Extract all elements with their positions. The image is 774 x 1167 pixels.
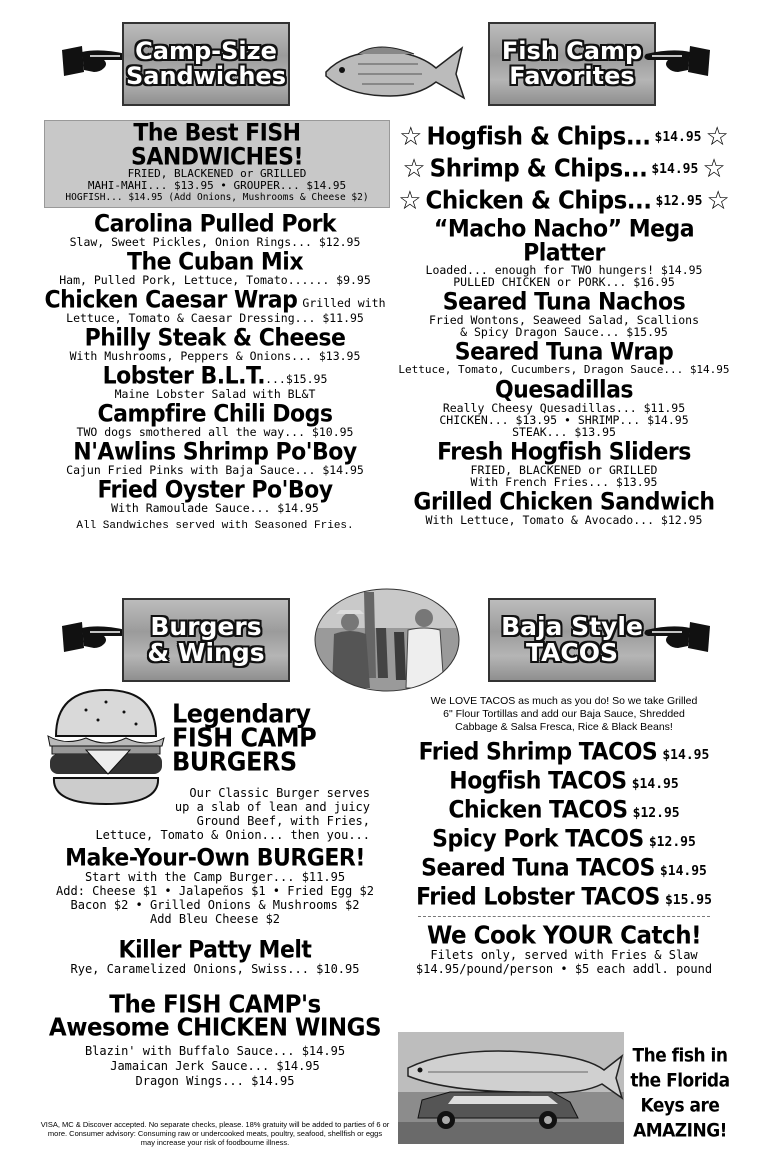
fish-sandwiches-box: The Best FISH SANDWICHES! FRIED, BLACKENED or GRILLED MAHI-MAHI... $13.95 • GROUPER... $14.95 HOGFISH... $14.95 (Add Onions, Mushrooms & Cheese $2) [44,120,390,208]
fish-on-car-photo [398,1032,624,1144]
menu-item: Grilled Chicken Sandwich With Lettuce, Tomato & Avocado... $12.95 [413,488,715,527]
taco-item: Seared Tuna TACOS $14.95 [421,854,707,882]
taco-item: Fried Shrimp TACOS $14.95 [418,738,710,766]
star-icon: ☆ [702,154,726,184]
fish-illustration [318,38,466,108]
make-your-own-burger: Make-Your-Own BURGER! Start with the Camp Burger... $11.95 Add: Cheese $1 • Jalapeños $1 • Fried Egg $2 Bacon $2 • Grilled Onions & Mushrooms $2 Add Bleu Cheese $2 [56,844,374,926]
taco-item: Hogfish TACOS $14.95 [449,767,679,795]
fish-camp-favorites-sign: Fish Camp Favorites [488,22,656,106]
menu-item: Fresh Hogfish Sliders FRIED, BLACKENED or GRILLED With French Fries... $13.95 [437,438,691,489]
menu-item: Chicken Caesar Wrap Grilled with Lettuce, Tomato & Caesar Dressing... $11.95 [44,286,386,325]
camp-size-sandwiches-sign: Camp-Size Sandwiches [122,22,290,106]
menu-item: N'Awlins Shrimp Po'Boy Cajun Fried Pinks with Baja Sauce... $14.95 [66,438,364,477]
chicken-wings: The FISH CAMP's Awesome CHICKEN WINGS Blazin' with Buffalo Sauce... $14.95 Jamaican Jerk Sauce... $14.95 Dragon Wings... $14.95 [48,990,382,1088]
menu-item: Lobster B.L.T....$15.95 Maine Lobster Salad with BL&T [102,362,328,401]
star-icon: ☆ [402,154,426,184]
killer-patty-melt: Killer Patty Melt Rye, Caramelized Onions, Swiss... $10.95 [70,936,360,976]
pointing-hand-icon [640,42,712,82]
pointing-hand-icon [640,618,712,658]
menu-item: The Cuban Mix Ham, Pulled Pork, Lettuce, Tomato...... $9.95 [59,248,371,287]
legendary-burgers: Legendary FISH CAMP BURGERS [172,698,317,778]
star-icon: ☆ [706,186,730,216]
sandwiches-section [40,116,390,532]
tacos-intro: We LOVE TACOS as much as you do! So we take Grilled 6" Flour Tortillas and add our Baja Sauce, Shredded Cabbage & Salsa Fresca, Rice & Black Beans! [430,695,698,733]
taco-item: Spicy Pork TACOS $12.95 [432,825,696,853]
menu-item: Seared Tuna Nachos Fried Wontons, Seaweed Salad, Scallions & Spicy Dragon Sauce... $15.95 [428,288,700,339]
cook-your-catch-title: We Cook YOUR Catch! [426,921,702,950]
menu-item: Seared Tuna Wrap Lettuce, Tomato, Cucumbers, Dragon Sauce... $14.95 [398,338,730,376]
menu-item: Quesadillas Really Cheesy Quesadillas... $11.95 CHICKEN... $13.95 • SHRIMP... $14.95 STEAK... $13.95 [439,376,689,439]
sandwiches-footer: All Sandwiches served with Seasoned Fries. [76,520,354,532]
star-icon: ☆ [398,186,422,216]
menu-item: Fried Oyster Po'Boy With Ramoulade Sauce... $14.95 [97,476,333,515]
taco-item: Chicken TACOS $12.95 [448,796,680,824]
menu-item: Carolina Pulled Pork Slaw, Sweet Pickles, Onion Rings... $12.95 [69,210,361,249]
star-icon: ☆ [705,122,729,152]
consumer-advisory: VISA, MC & Discover accepted. No separate checks, please. 18% gratuity will be added to parties of 6 or more. Consumer advisory: Consuming raw or undercooked meats, poultry, seafood, shellfish or eggs may increase your risk of foodbourne illness. [40,1120,390,1147]
menu-item: Campfire Chili Dogs TWO dogs smothered all the way... $10.95 [76,400,354,439]
fish-sandwiches-title: The Best FISH SANDWICHES! [131,120,303,171]
star-item: ☆ Chicken & Chips... $12.95 ☆ [398,186,730,216]
burgers-wings-sign: Burgers & Wings [122,598,290,682]
star-icon: ☆ [399,122,423,152]
menu-item: “Macho Nacho” Mega Platter Loaded... enough for TWO hungers! $14.95 PULLED CHICKEN or PORK... $16.95 [425,216,703,289]
star-item: ☆ Hogfish & Chips... $14.95 ☆ [399,122,729,152]
taco-item: Fried Lobster TACOS $15.95 [416,883,712,911]
anglers-photo [314,588,460,692]
tacos-section: We LOVE TACOS as much as you do! So we take Grilled 6" Flour Tortillas and add our Baja Sauce, Shredded Cabbage & Salsa Fresca, Rice & Black Beans! Fried Shrimp TACOS $14.95 Hogfish TACOS $14.95 Chicken TACOS $12.95 Spicy Pork TACOS $12.95 Seared Tuna TACOS $14.95 Fried Lobster TACOS $15.95 We Cook YOUR Catch! Filets only, served with Fries & Slaw $14.95/pound/person • $5 each addl. pound [398,695,730,976]
classic-burger-desc: Our Classic Burger serves up a slab of lean and juicy Ground Beef, with Fries, Lettuce, Tomato & Onion... then you... [95,786,370,842]
florida-keys-text: The fish in the Florida Keys are AMAZING! [630,1045,730,1142]
star-item: ☆ Shrimp & Chips... $14.95 ☆ [402,154,726,184]
favorites-section [396,124,732,530]
divider [418,916,710,917]
menu-item: Philly Steak & Cheese With Mushrooms, Peppers & Onions... $13.95 [69,324,361,363]
baja-tacos-sign: Baja Style TACOS [488,598,656,682]
